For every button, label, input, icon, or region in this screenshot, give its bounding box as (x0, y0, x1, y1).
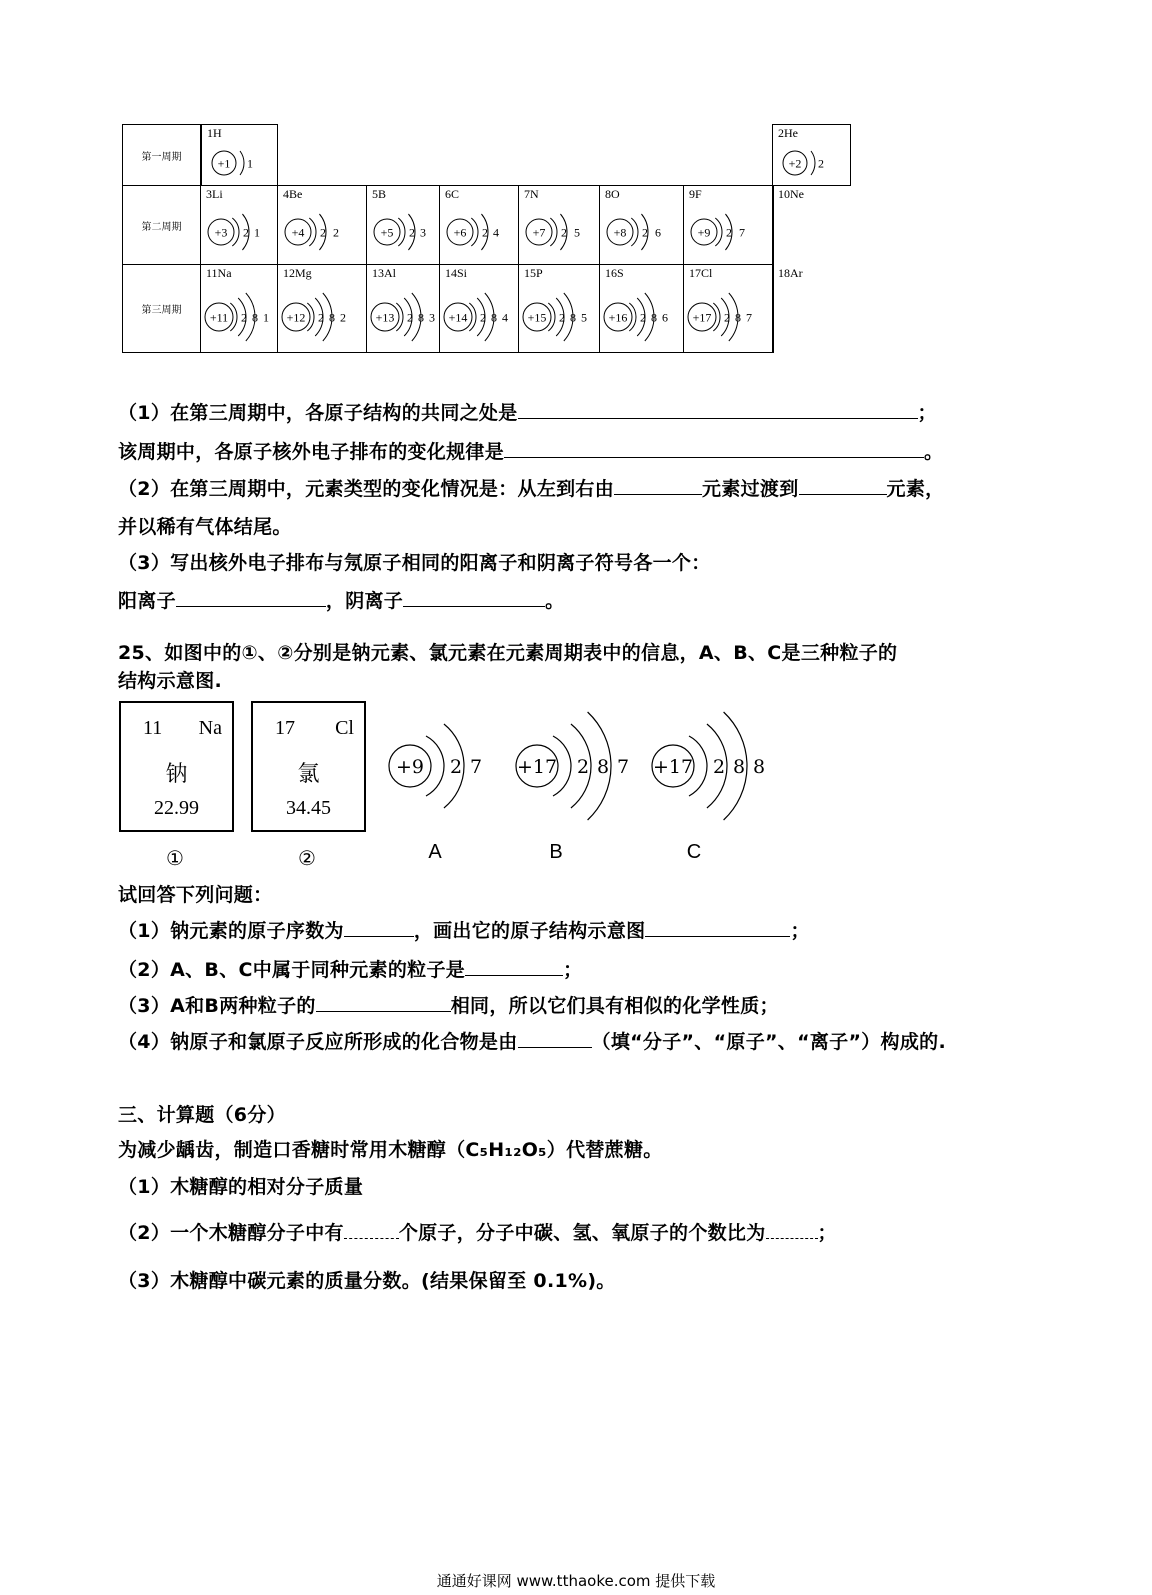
card-label-1: ① (166, 848, 184, 870)
element-label: 13Al (372, 266, 396, 280)
shell-electron-count: 8 (835, 310, 841, 325)
element-label: 10Ne (778, 187, 804, 201)
shell-electron-count: 7 (739, 225, 745, 240)
q24-q1-text-2: 该周期中，各原子核外电子排布的变化规律是 (118, 441, 505, 463)
element-cell (772, 124, 851, 186)
atom-structure-diagram (278, 186, 367, 265)
nucleus-charge: +11 (209, 310, 229, 325)
q24-q2-text-mid: 元素过渡到 (702, 478, 799, 500)
shell-electron-count: 3 (420, 225, 426, 240)
shell-electron-count: 6 (655, 225, 661, 240)
section-3-q3: （3）木糖醇中碳元素的质量分数。(结果保留至 0.1%)。 (118, 1270, 616, 1292)
atom-structure-diagram (201, 186, 278, 265)
q25-s3-text: （3）A和B两种粒子的 (118, 995, 316, 1017)
answer-blank (403, 588, 545, 607)
element-label: 11Na (206, 266, 232, 280)
section-3-q2 (118, 1218, 837, 1245)
element-cell (518, 264, 600, 353)
shell-electron-count: 1 (254, 225, 260, 240)
atom-structure-diagram (440, 186, 519, 265)
element-cell (772, 264, 841, 353)
shell-electron-count: 8 (826, 225, 832, 240)
atomic-number: 11 (143, 717, 163, 739)
punct: ； (917, 402, 937, 424)
period-label-cell (122, 264, 201, 353)
element-cell (599, 185, 684, 265)
element-label: 5B (372, 187, 387, 201)
nucleus-charge: +10 (783, 225, 803, 240)
shell-electron-count: 2 (407, 310, 413, 325)
electron-shell-arc (396, 303, 403, 331)
nucleus-charge: +2 (788, 156, 802, 171)
answer-blank (518, 1029, 592, 1048)
q25-intro-2: 结构示意图. (118, 670, 223, 692)
atom-structure-diagram (684, 265, 773, 353)
card-label-2: ② (298, 848, 316, 870)
atom-structure-diagram (519, 265, 600, 353)
answer-blank (504, 439, 924, 458)
shell-electron-count: 8 (824, 310, 830, 325)
q25-s3-text-2: 相同，所以它们具有相似的化学性质； (450, 995, 779, 1017)
atom-structure-diagram (600, 265, 684, 353)
atom-structure-diagram (201, 265, 278, 353)
shell-electron-count: 2 (559, 310, 565, 325)
shell-electron-count: 7 (616, 755, 630, 778)
section-3-intro: 为减少龋齿，制造口香糖时常用木糖醇（C₅H₁₂O₅）代替蔗糖。 (118, 1139, 663, 1161)
q25-s4-text-2: （填“分子”、“原子”、“离子”）构成的. (591, 1031, 946, 1053)
shell-electron-count: 2 (409, 225, 415, 240)
electron-shell-arc (804, 218, 811, 246)
answer-blank (645, 918, 790, 937)
shell-electron-count: 2 (712, 755, 726, 778)
element-label: 12Mg (283, 266, 312, 280)
element-label: 2He (778, 126, 798, 140)
answer-blank (614, 476, 702, 495)
nucleus-charge: +17 (692, 310, 712, 325)
atom-structure-diagram (600, 186, 684, 265)
nucleus-charge: +12 (286, 310, 306, 325)
q25-intro-1: 25、如图中的①、②分别是钠元素、氯元素在元素周期表中的信息，A、B、C是三种粒子的 (118, 642, 898, 664)
answer-blank (518, 400, 918, 419)
shell-electron-count: 2 (640, 310, 646, 325)
electron-shell-arc (548, 303, 555, 331)
element-cell (439, 264, 519, 353)
shell-electron-count: 8 (735, 310, 741, 325)
shell-electron-count: 2 (318, 310, 324, 325)
shell-electron-count: 4 (493, 225, 499, 240)
shell-electron-count: 8 (651, 310, 657, 325)
chlorine-card (251, 701, 366, 832)
element-label: 18Ar (778, 266, 803, 280)
particle-b (516, 712, 629, 820)
electron-shell-arc (715, 218, 722, 246)
element-symbol: Na (198, 717, 222, 739)
answer-blank (176, 588, 326, 607)
nucleus-charge: +18 (781, 310, 801, 325)
q24-line-4: 并以稀有气体结尾。 (118, 516, 292, 538)
element-label: 4Be (283, 187, 303, 201)
nucleus-charge: +9 (395, 755, 425, 778)
electron-shell-arc (629, 303, 636, 331)
nucleus-charge: +15 (527, 310, 547, 325)
shell-electron-count: 8 (329, 310, 335, 325)
answer-blank (799, 476, 887, 495)
atom-structure-diagram (440, 265, 519, 353)
period-label: 第三周期 (141, 305, 182, 316)
answer-blank (344, 918, 414, 937)
element-cell (200, 264, 278, 353)
atom-structure-diagram (773, 125, 851, 186)
shell-electron-count: 2 (480, 310, 486, 325)
atomic-mass: 34.45 (286, 797, 331, 819)
nucleus-charge: +13 (375, 310, 395, 325)
q24-q2-text-end: 元素， (886, 478, 945, 500)
element-label: 7N (524, 187, 539, 201)
element-name: 钠 (165, 762, 188, 787)
atom-structure-diagram (367, 265, 440, 353)
shell-electron-count: 8 (732, 755, 746, 778)
punct: 。 (924, 441, 944, 463)
shell-electron-count: 2 (576, 755, 590, 778)
shell-electron-count: 2 (241, 310, 247, 325)
shell-electron-count: 8 (752, 755, 766, 778)
q24-line-2 (118, 437, 943, 464)
electron-shell-arc (713, 303, 720, 331)
nucleus-charge: +8 (613, 225, 627, 240)
electron-shell-arc (309, 218, 316, 246)
element-cell (201, 124, 278, 186)
shell-electron-count: 7 (469, 755, 483, 778)
shell-electron-count: 7 (746, 310, 752, 325)
element-name: 氯 (297, 762, 320, 787)
element-cell (277, 264, 367, 353)
shell-electron-count: 4 (502, 310, 508, 325)
shell-electron-count: 5 (574, 225, 580, 240)
electron-shell-arc (426, 736, 444, 796)
q25-s1-text: （1）钠元素的原子序数为 (118, 920, 344, 942)
q24-line-3 (118, 474, 944, 501)
shell-electron-count: 2 (726, 225, 732, 240)
footer: 通通好课网 www.tthaoke.com 提供下载 (436, 1572, 716, 1590)
section-3-q1: （1）木糖醇的相对分子质量 (118, 1176, 364, 1198)
punct: 。 (545, 590, 565, 612)
electron-shell-arc (802, 303, 809, 331)
nucleus-charge: +7 (532, 225, 546, 240)
particle-label: C (686, 841, 702, 863)
period-label: 第二周期 (141, 221, 182, 233)
shell-electron-count: 2 (561, 225, 567, 240)
sodium-card (119, 701, 234, 832)
element-label: 6C (445, 187, 460, 201)
electron-shell-arc (230, 303, 237, 331)
shell-electron-count: 8 (418, 310, 424, 325)
shell-electron-count: 2 (482, 225, 488, 240)
element-cell (200, 185, 278, 265)
q25-s2-text: （2）A、B、C中属于同种元素的粒子是 (118, 959, 466, 981)
shell-electron-count: 2 (340, 310, 346, 325)
electron-shell-arc (469, 303, 476, 331)
shell-electron-count: 2 (333, 225, 339, 240)
shell-electron-count: 2 (815, 225, 821, 240)
element-label: 9F (689, 187, 702, 201)
punct: ； (790, 920, 810, 942)
q25-sub-4 (118, 1027, 946, 1054)
atomic-number: 17 (275, 717, 295, 739)
element-cell (683, 264, 773, 353)
shell-electron-count: 2 (818, 156, 824, 171)
shell-electron-count: 1 (247, 156, 253, 171)
element-cell (683, 185, 773, 265)
element-label: 8O (605, 187, 620, 201)
electron-shell-arc (307, 303, 314, 331)
period-label-cell (122, 185, 201, 265)
q24-line-1 (118, 398, 937, 425)
element-symbol: Cl (335, 717, 354, 739)
shell-electron-count: 8 (491, 310, 497, 325)
answer-blank (465, 957, 563, 976)
nucleus-charge: +17 (516, 755, 558, 778)
q24-q2-text: （2）在第三周期中，元素类型的变化情况是：从左到右由 (118, 478, 615, 500)
atom-structure-diagram (278, 265, 367, 353)
element-cell (366, 264, 440, 353)
element-label: 15P (524, 266, 543, 280)
element-cell (599, 264, 684, 353)
shell-electron-count: 8 (596, 755, 610, 778)
nucleus-charge: +4 (291, 225, 305, 240)
nucleus-charge: +17 (652, 755, 694, 778)
electron-shell-arc (398, 218, 405, 246)
element-cell (518, 185, 600, 265)
q24-q1-text: （1）在第三周期中，各原子结构的共同之处是 (118, 402, 518, 424)
period-label-cell (122, 124, 201, 186)
element-label: 3Li (206, 187, 223, 201)
atomic-mass: 22.99 (154, 797, 199, 819)
element-label: 17Cl (689, 266, 713, 280)
nucleus-charge: +6 (453, 225, 467, 240)
electron-shell-arc (550, 218, 557, 246)
particle-label: A (428, 841, 442, 863)
shell-electron-count: 1 (263, 310, 269, 325)
electron-shell-arc (240, 151, 244, 175)
nucleus-charge: +16 (608, 310, 628, 325)
q24-line-5: （3）写出核外电子排布与氖原子相同的阳离子和阴离子符号各一个： (118, 552, 711, 574)
shell-electron-count: 8 (570, 310, 576, 325)
q24-line-6 (118, 586, 564, 613)
atom-structure-diagram (684, 186, 773, 265)
nucleus-charge: +3 (214, 225, 228, 240)
q25-sub-2 (118, 955, 582, 982)
answer-blank (316, 993, 451, 1012)
shell-electron-count: 2 (724, 310, 730, 325)
electron-shell-arc (471, 218, 478, 246)
element-label: 14Si (445, 266, 468, 280)
particle-label: B (549, 841, 563, 863)
element-cell (366, 185, 440, 265)
atom-structure-diagram (202, 125, 278, 186)
s3-q2-text-2: 个原子，分子中碳、氢、氧原子的个数比为 (398, 1222, 766, 1244)
particle-c (652, 712, 765, 820)
section-3-title: 三、计算题（6分） (118, 1104, 286, 1126)
q25-s1-text-2: ，画出它的原子结构示意图 (413, 920, 646, 942)
atom-structure-diagram (367, 186, 440, 265)
q25-s4-text: （4）钠原子和氯原子反应所形成的化合物是由 (118, 1031, 518, 1053)
anion-label: ，阴离子 (325, 590, 404, 612)
element-cell (772, 185, 832, 265)
electron-shell-arc (232, 218, 239, 246)
shell-electron-count: 2 (320, 225, 326, 240)
shell-electron-count: 2 (642, 225, 648, 240)
particles-svg (375, 690, 775, 870)
nucleus-charge: +9 (697, 225, 711, 240)
nucleus-charge: +5 (380, 225, 394, 240)
punct: ； (563, 959, 583, 981)
particle-a (389, 724, 482, 808)
element-cell (277, 185, 367, 265)
nucleus-charge: +1 (217, 156, 231, 171)
period-label: 第一周期 (141, 151, 182, 163)
q25-prompt: 试回答下列问题： (118, 884, 273, 906)
atom-structure-diagram (519, 186, 600, 265)
element-cell (439, 185, 519, 265)
shell-electron-count: 2 (449, 755, 463, 778)
nucleus-charge: +14 (448, 310, 468, 325)
element-label: 16S (605, 266, 624, 280)
q25-sub-1 (118, 916, 810, 943)
electron-shell-arc (631, 218, 638, 246)
shell-electron-count: 8 (252, 310, 258, 325)
shell-electron-count: 3 (429, 310, 435, 325)
shell-electron-count: 5 (581, 310, 587, 325)
shell-electron-count: 2 (813, 310, 819, 325)
answer-blank (766, 1220, 818, 1239)
s3-q2-text: （2）一个木糖醇分子中有 (118, 1222, 344, 1244)
shell-electron-count: 2 (243, 225, 249, 240)
electron-shell-arc (811, 151, 815, 175)
answer-blank (344, 1220, 399, 1239)
punct: ； (817, 1222, 837, 1244)
cation-label: 阳离子 (118, 590, 176, 612)
shell-electron-count: 6 (662, 310, 668, 325)
q25-sub-3 (118, 991, 779, 1018)
element-label: 1H (207, 126, 222, 140)
